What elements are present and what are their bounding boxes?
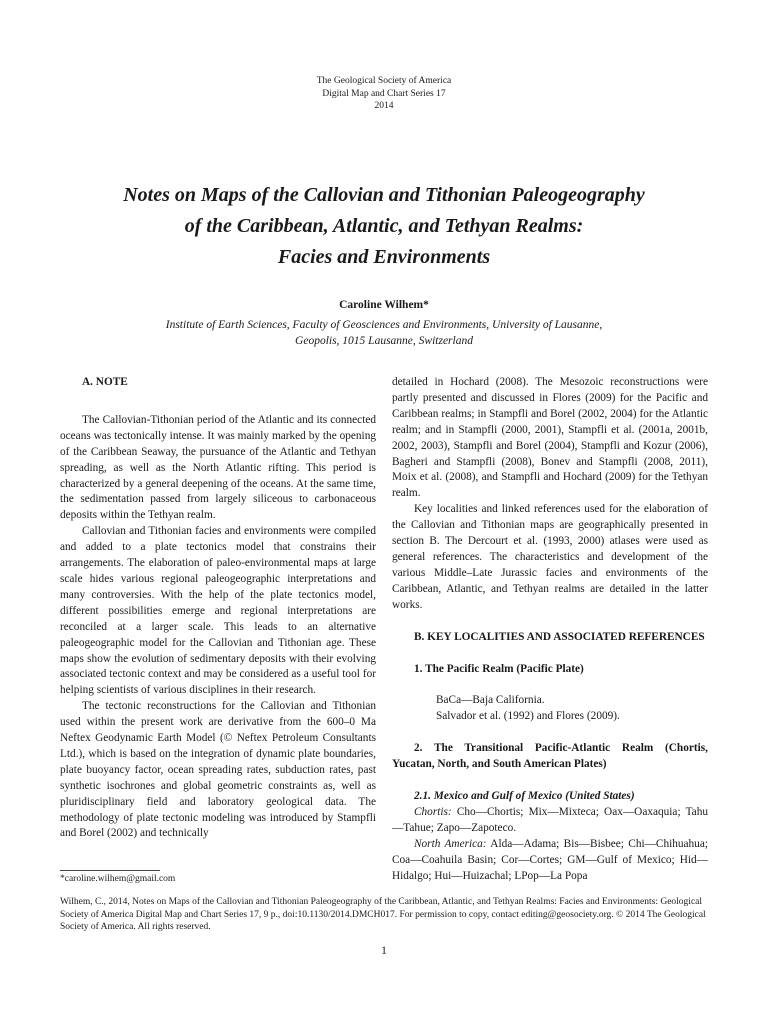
locality-paragraph	[392, 805, 708, 837]
footnote-divider	[60, 870, 160, 871]
affiliation-line: Institute of Earth Sciences, Faculty of Geosciences and Environments, University of Lausanne,	[165, 319, 603, 331]
locality-list: Cho—Chortis; Mix—Mixteca; Oax—Oaxaquia; Tahu—Tahue; Zapo—Zapoteco.	[392, 805, 708, 834]
page-number: 1	[381, 945, 387, 957]
subsection-heading-transitional: 2. The Transitional Pacific-Atlantic Realm (Chortis, Yucatan, North, and South American Plates)	[392, 742, 708, 771]
citation-block: Wilhem, C., 2014, Notes on Maps of the Callovian and Tithonian Paleogeography of the Caribbean, Atlantic, and Tethyan Realms: Facies and Environments: Geological Society of America Digital Map and Chart Series 17, 9 p., doi:10.1130/2014.DMCH017. For permission to copy, contact editing@geosociety.org. © 2014 The Geological Society of America. All rights reserved.	[60, 897, 706, 933]
affiliation-line: Geopolis, 1015 Lausanne, Switzerland	[295, 335, 473, 347]
locality-list: Alda—Adama; Bis—Bisbee; Chi—Chihuahua; Coa—Coahuila Basin; Cor—Cortes; GM—Gulf of Mexico; Hid—Hidalgo; Hui—Huizachal; LPop—La Popa	[392, 837, 708, 882]
region-label: Chortis:	[414, 805, 452, 818]
locality-paragraph	[392, 837, 708, 885]
body-paragraph: The Callovian-Tithonian period of the Atlantic and its connected oceans was tectonically intense. It was mainly marked by the opening of the Caribbean Seaway, the pursuance of the Atlantic and Tethyan spreading, as well as the North Atlantic rifting. This period is characterized by a general deepening of the oceans. At the same time, the sedimentation passed from largely siliceous to carbonaceous deposits within the Tethyan realm.	[60, 413, 376, 522]
left-column	[60, 375, 376, 842]
title-line: Notes on Maps of the Callovian and Tithonian Paleogeography	[123, 184, 645, 206]
reference-entry: Salvador et al. (1992) and Flores (2009).	[436, 710, 620, 723]
body-paragraph: The tectonic reconstructions for the Callovian and Tithonian used within the present work are derivative from the 600–0 Ma Neftex Geodynamic Earth Model (© Neftex Petroleum Consultants Ltd.), which is based on the integration of dynamic plate boundaries, plate buoyancy factor, ocean spreading rates, subduction rates, past synthetic isochrones and global geometric constraints as, well as pluridisciplinary field and laboratory geological data. The methodology of plate tectonic modeling was introduced by Stampfli and Borel (2002) and technically	[60, 700, 376, 840]
series-name: Digital Map and Chart Series 17	[322, 88, 446, 99]
subsection-heading-mexico: 2.1. Mexico and Gulf of Mexico (United States)	[414, 790, 635, 803]
series-header	[0, 75, 768, 113]
body-paragraph: detailed in Hochard (2008). The Mesozoic reconstructions were partly presented and discussed in Flores (2009) for the Pacific and Caribbean realms; in Stampfli and Borel (2002, 2004) for the Atlantic realm; and in Stampfli (2000, 2001), Stampfli et al. (2001a, 2001b, 2002, 2003), Stampfli and Borel (2004), Stampfli and Kozur (2006), Bagheri and Stampfli (2008), Bonev and Stampfli (2008, 2011), Moix et al. (2008), and Stampfli and Hochard (2009) for the Tethyan realm.	[392, 376, 708, 500]
body-paragraph: Callovian and Tithonian facies and environments were compiled and added to a plate tectonics model that constrains their arrangements. The elaboration of paleo-environmental maps at large scale hides various regional paleogeographic interpretations and many controversies. With the help of the plate tectonics model, different possibilities emerge and regional interpretations are reconciled at a larger scale. This leads to an alternative paleogeographic model for the Callovian and Tithonian age. These maps show the evolution of sedimentary deposits with their evolving associated tectonic context and may be considered as a useful tool for helping scientists of various disciplines in their research.	[60, 525, 376, 697]
section-heading-note: A. NOTE	[82, 376, 128, 388]
right-column	[392, 375, 708, 884]
region-label: North America:	[414, 837, 487, 850]
author-name: Caroline Wilhem*	[339, 299, 429, 311]
title-line: of the Caribbean, Atlantic, and Tethyan Realms:	[184, 215, 584, 237]
subsection-heading-pacific: 1. The Pacific Realm (Pacific Plate)	[414, 662, 584, 675]
publisher-name: The Geological Society of America	[316, 76, 452, 86]
publication-year: 2014	[374, 101, 394, 111]
author-affiliation	[60, 317, 708, 349]
section-heading-localities: B. KEY LOCALITIES AND ASSOCIATED REFERENCES	[414, 630, 705, 643]
footnote-email: *caroline.wilhem@gmail.com	[60, 874, 176, 884]
title-line: Facies and Environments	[277, 246, 491, 268]
locality-entry: BaCa—Baja California.	[436, 694, 545, 707]
paper-title	[40, 180, 728, 273]
body-paragraph: Key localities and linked references used for the elaboration of the Callovian and Tithonian maps are geographically presented in section B. The Dercourt et al. (1993, 2000) atlases were used as general references. The characteristics and development of the various Middle–Late Jurassic facies and environments of the Caribbean, Atlantic, and Tethyan realms are detailed in the latter works.	[392, 503, 708, 611]
